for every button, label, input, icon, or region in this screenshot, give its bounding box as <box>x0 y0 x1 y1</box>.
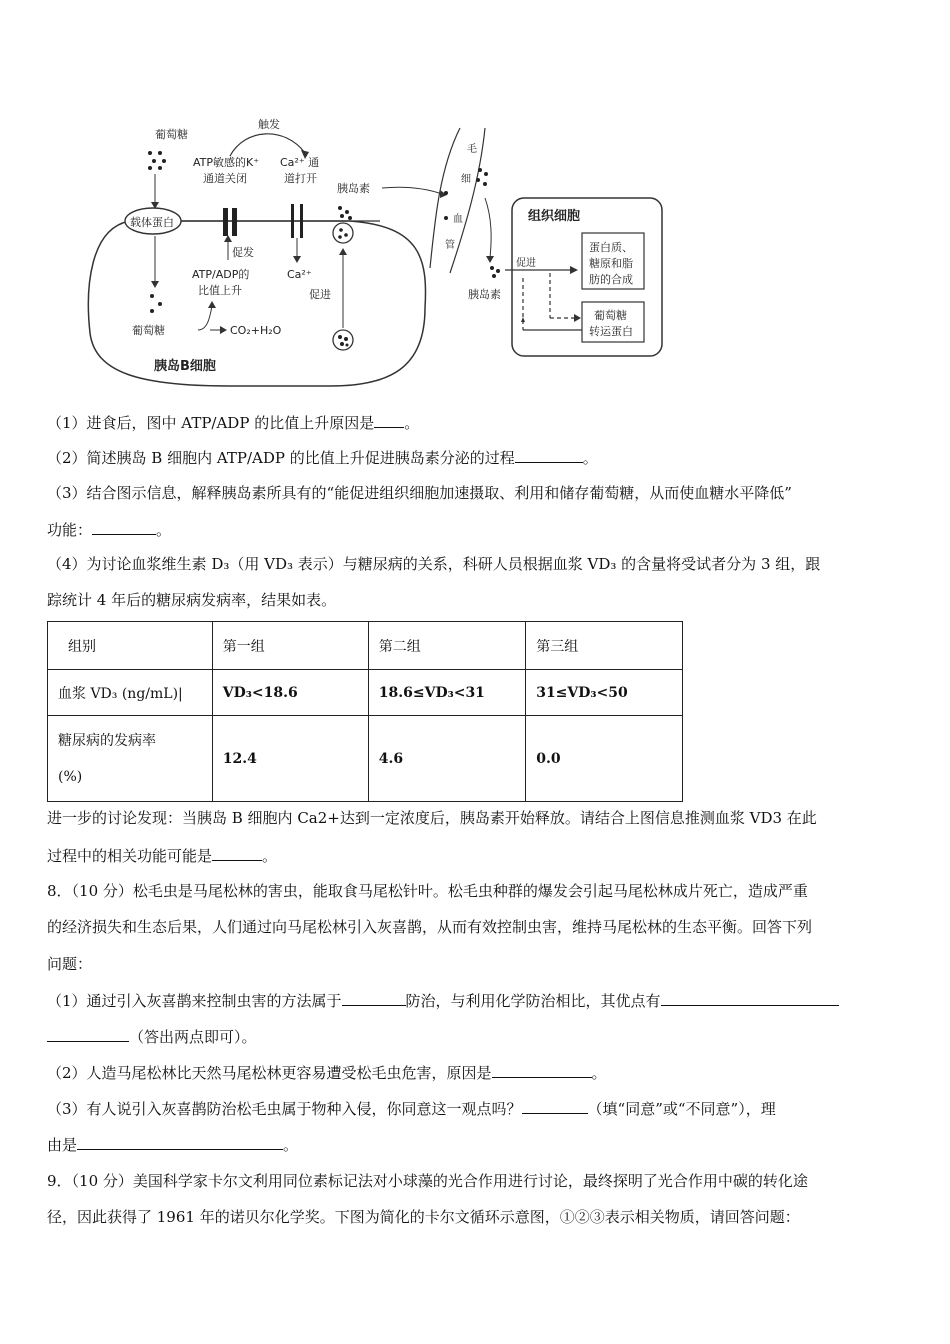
answer-blank[interactable] <box>342 990 406 1006</box>
answer-blank[interactable] <box>661 990 839 1006</box>
box2-line2: 转运蛋白 <box>589 325 633 338</box>
table-cell: 血浆 VD₃ (ng/mL)| <box>48 670 213 716</box>
diagram-cell-name: 胰岛B细胞 <box>154 359 216 374</box>
ca-channel <box>291 204 294 238</box>
question-1: （1）进食后，图中 ATP/ADP 的比值上升原因是 。 <box>47 414 420 432</box>
capillary-4: 管 <box>445 240 455 251</box>
table-header-cell: 第一组 <box>212 622 368 670</box>
diagram-insulin-label-2: 胰岛素 <box>468 288 501 301</box>
question-8-1: （1）通过引入灰喜鹊来控制虫害的方法属于 防治，与利用化学防治相比，其优点有 <box>47 990 839 1011</box>
diagram-trigger: 触发 <box>258 118 280 131</box>
table-cell: 12.4 <box>212 716 368 802</box>
vd3-diabetes-table <box>47 621 683 802</box>
vesicle-granule <box>333 330 353 350</box>
diagram-co2: CO₂+H₂O <box>230 324 282 337</box>
question-8: 8．（10 分）松毛虫是马尾松林的害虫，能取食马尾松针叶。松毛虫种群的爆发会引起马尾松林成片死亡，造成严重 <box>47 882 808 900</box>
diagram-ratio-2: 比值上升 <box>198 284 242 297</box>
k-channel <box>223 208 228 236</box>
box1-line2: 糖原和脂 <box>589 257 633 270</box>
question-8-2: （2）人造马尾松林比天然马尾松林更容易遭受松毛虫危害，原因是 。 <box>47 1064 607 1082</box>
box2-line1: 葡萄糖 <box>594 309 627 322</box>
question-8-cont2: 问题： <box>47 955 93 973</box>
diagram-atp-k-2: 通道关闭 <box>203 172 247 185</box>
diagram-ca-2: 道打开 <box>284 172 317 185</box>
question-4-discussion: 进一步的讨论发现：当胰岛 B 细胞内 Ca2+达到一定浓度后，胰岛素开始释放。请结合上图信息推测血浆 VD3 在此 <box>47 809 817 827</box>
question-8-cont: 的经济损失和生态后果，人们通过向马尾松林引入灰喜鹊，从而有效控制虫害，维持马尾松林的生态平衡。回答下列 <box>47 918 813 936</box>
question-3: （3）结合图示信息，解释胰岛素所具有的“能促进组织细胞加速摄取、利用和储存葡萄糖，从而使血糖水平降低” <box>47 484 792 502</box>
table-cell: 0.0 <box>526 716 683 802</box>
capillary-3: 血 <box>453 214 463 225</box>
diagram-ratio-1: ATP/ADP的 <box>192 268 250 281</box>
answer-blank[interactable] <box>92 519 156 535</box>
question-2: （2）简述胰岛 B 细胞内 ATP/ADP 的比值上升促进胰岛素分泌的过程 。 <box>47 449 598 467</box>
answer-blank[interactable] <box>515 447 583 463</box>
table-header-cell: 组别 <box>48 622 213 670</box>
question-4-discussion-cont: 过程中的相关功能可能是 。 <box>47 847 278 865</box>
insulin-vesicle <box>333 223 353 243</box>
question-8-3-cont: 由是 。 <box>47 1136 299 1154</box>
diagram-ca-1: Ca²⁺ 通 <box>280 156 320 169</box>
answer-blank[interactable] <box>47 1026 129 1042</box>
diagram-insulin-label: 胰岛素 <box>337 182 370 195</box>
glucose-dots-top <box>148 151 166 170</box>
diagram-glucose-top: 葡萄糖 <box>155 128 188 141</box>
diagram-atp-k-1: ATP敏感的K⁺ <box>193 156 260 169</box>
diagram-glucose-bottom: 葡萄糖 <box>132 324 165 337</box>
question-8-3: （3）有人说引入灰喜鹊防治松毛虫属于物种入侵，你同意这一观点吗？ （填“同意”或“不同意”），理 <box>47 1100 776 1118</box>
diagram-carrier: 载体蛋白 <box>130 216 174 229</box>
question-9: 9．（10 分）美国科学家卡尔文利用同位素标记法对小球藻的光合作用进行讨论，最终探明了光合作用中碳的转化途 <box>47 1172 808 1190</box>
answer-blank[interactable] <box>522 1098 588 1114</box>
table-row <box>48 622 683 670</box>
b-cell-membrane <box>88 221 425 386</box>
question-9-cont: 径，因此获得了 1961 年的诺贝尔化学奖。下图为简化的卡尔文循环示意图，①②③表示相关物质，请回答问题： <box>47 1208 800 1226</box>
diagram-ca-ion: Ca²⁺ <box>287 268 312 281</box>
box1-line3: 肪的合成 <box>589 273 633 286</box>
question-4-cont: 踪统计 4 年后的糖尿病发病率，结果如表。 <box>47 591 337 609</box>
table-cell: 18.6≤VD₃<31 <box>368 670 525 716</box>
capillary-2: 细 <box>461 174 471 185</box>
table-header-cell: 第三组 <box>526 622 683 670</box>
answer-blank[interactable] <box>212 845 262 861</box>
question-3-cont: 功能： 。 <box>47 521 172 539</box>
diagram-tissue-title: 组织细胞 <box>528 209 581 224</box>
answer-blank[interactable] <box>374 412 404 428</box>
table-cell: 糖尿病的发病率 (%) <box>48 716 213 802</box>
table-cell: 31≤VD₃<50 <box>526 670 683 716</box>
answer-blank[interactable] <box>492 1062 592 1078</box>
diagram-promote-small: 促发 <box>232 246 254 259</box>
table-header-cell: 第二组 <box>368 622 525 670</box>
question-8-1-cont: （答出两点即可）。 <box>47 1026 257 1047</box>
answer-blank[interactable] <box>77 1134 283 1150</box>
table-row <box>48 716 683 802</box>
insulin-secretion-diagram <box>80 108 670 393</box>
capillary-1: 毛 <box>467 144 477 155</box>
table-cell: 4.6 <box>368 716 525 802</box>
table-row <box>48 670 683 716</box>
diagram-promote-2: 促进 <box>516 258 536 269</box>
diagram-promote: 促进 <box>309 288 331 301</box>
box1-line1: 蛋白质、 <box>589 241 633 254</box>
table-cell: VD₃<18.6 <box>212 670 368 716</box>
question-4: （4）为讨论血浆维生素 D₃（用 VD₃ 表示）与糖尿病的关系，科研人员根据血浆 VD₃ 的含量将受试者分为 3 组，跟 <box>47 555 821 573</box>
